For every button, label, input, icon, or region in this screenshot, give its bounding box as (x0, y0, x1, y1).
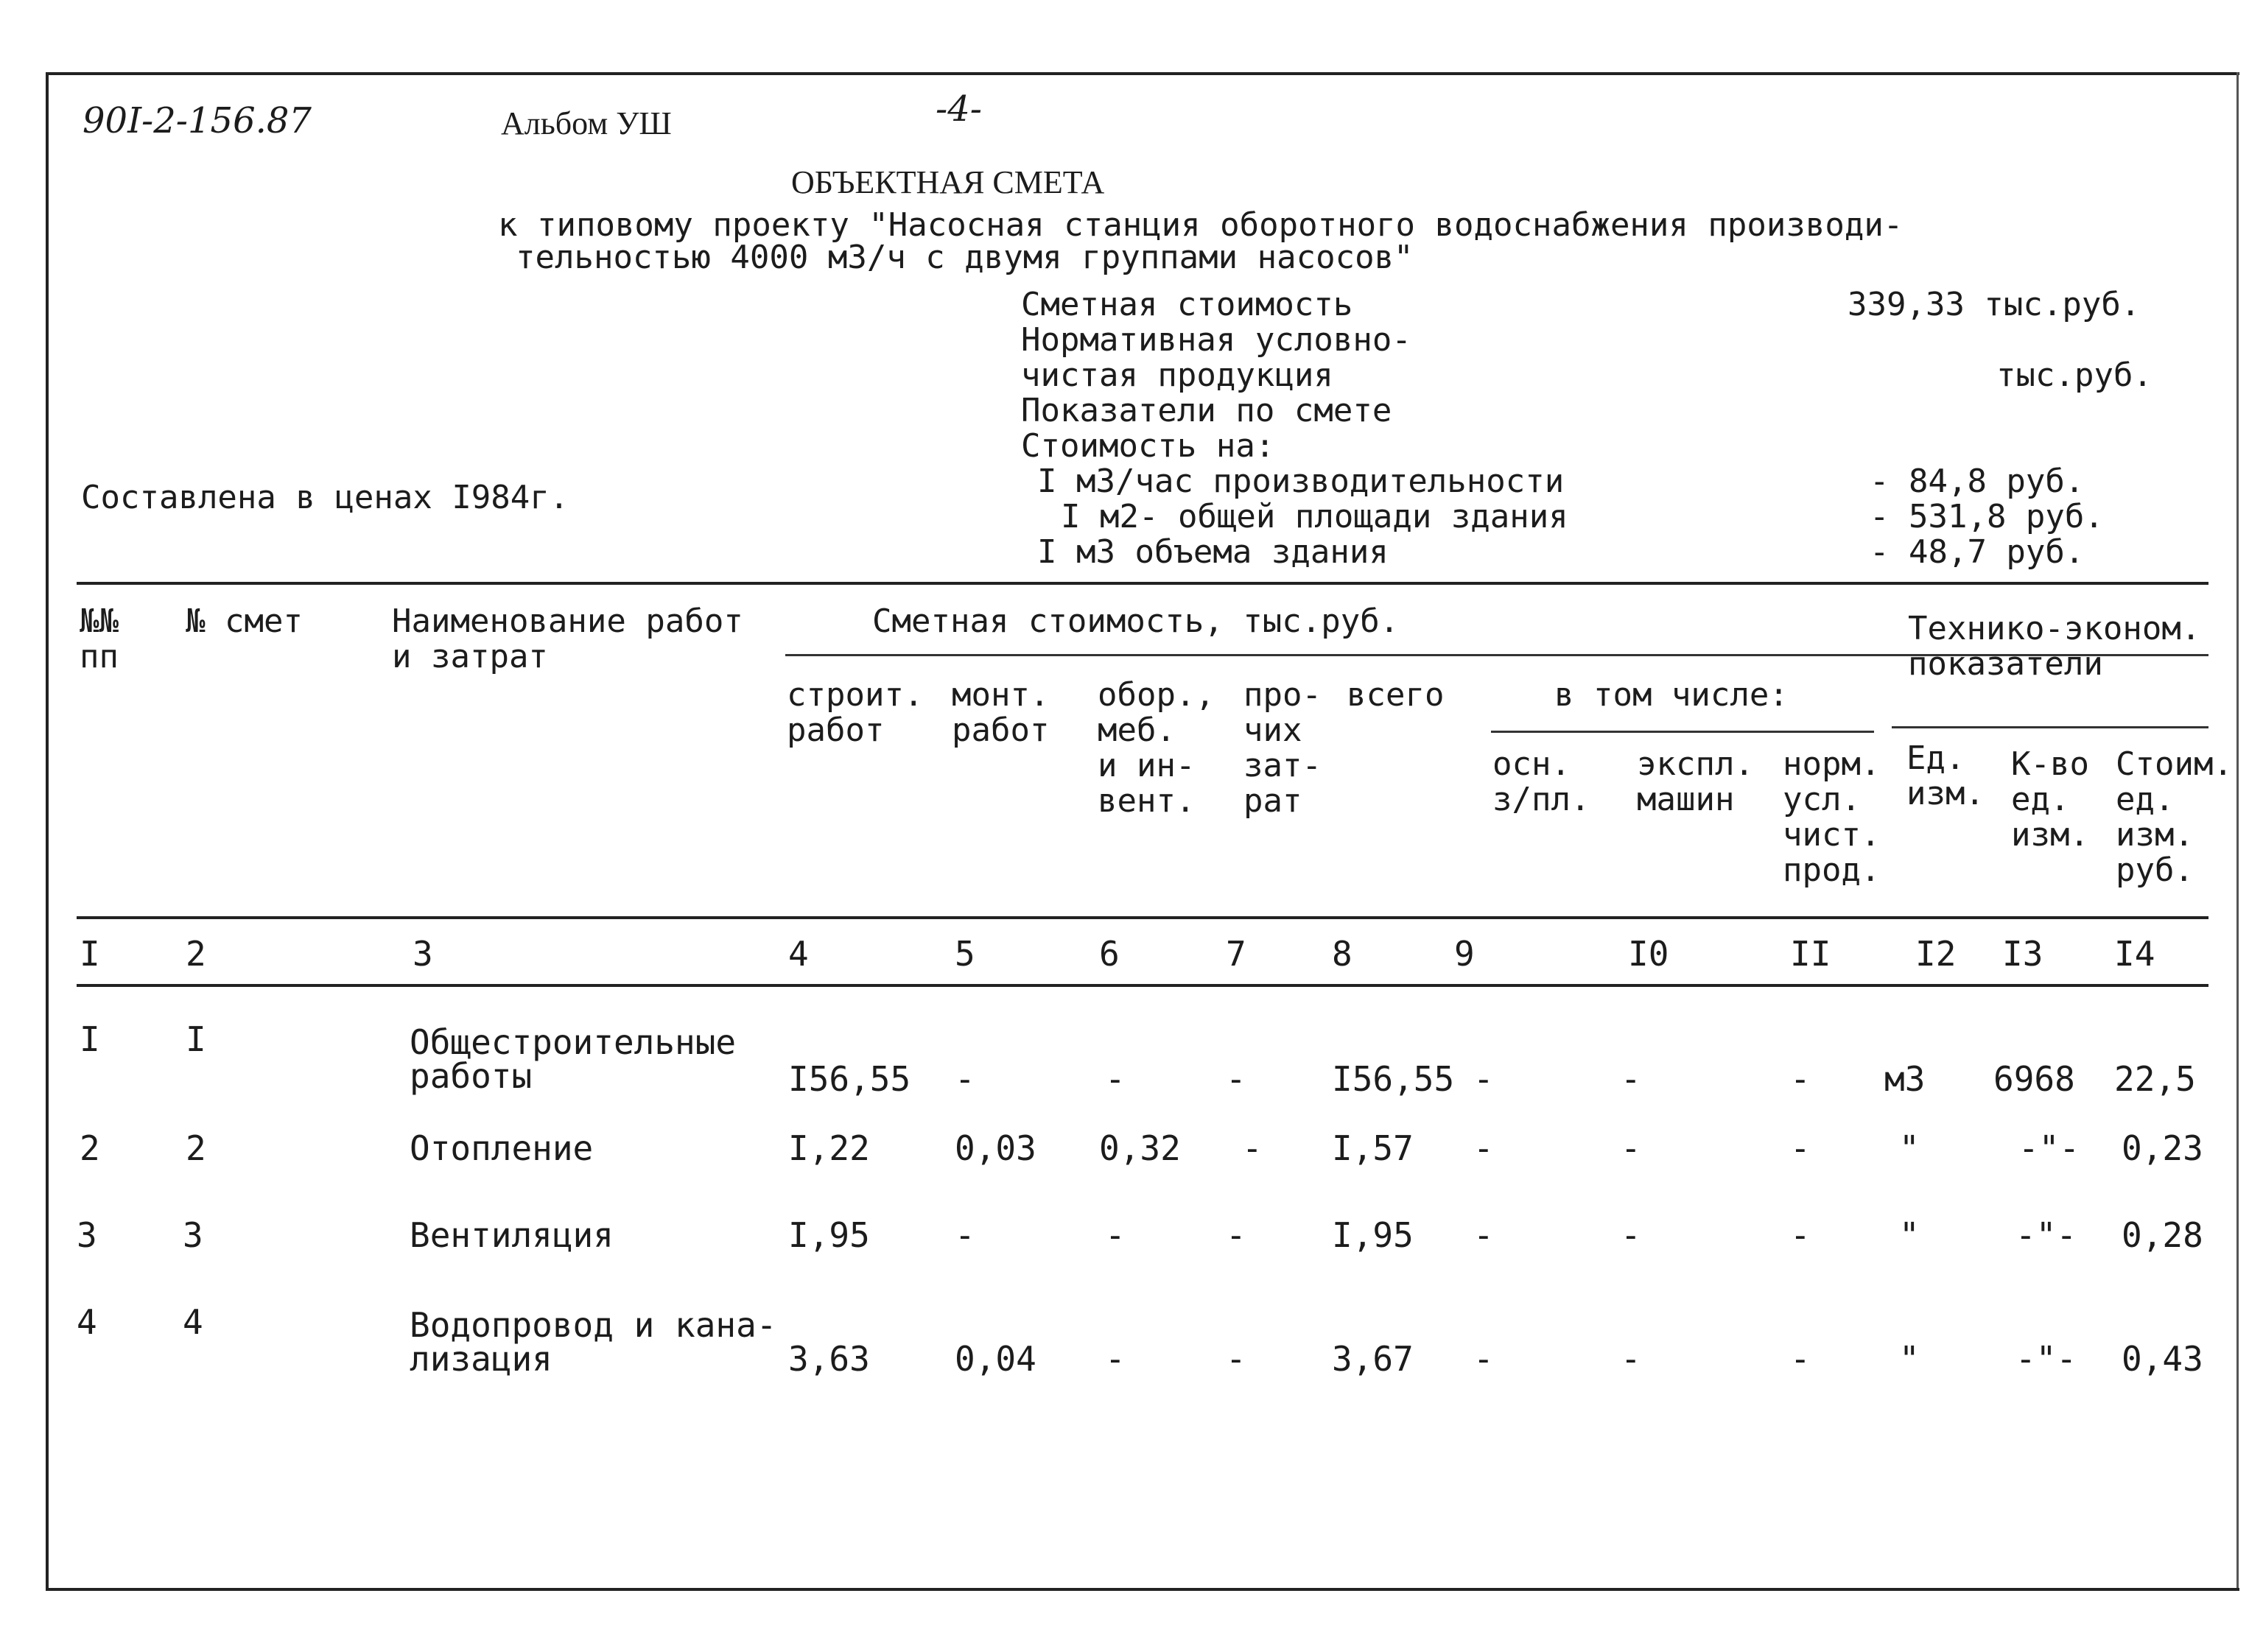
header-cost-group: Сметная стоимость, тыс.руб. (872, 602, 1400, 640)
table-top-rule (77, 582, 2208, 585)
row-construction: I,22 (788, 1128, 870, 1168)
row-installation: - (955, 1215, 975, 1255)
col-number-rule (77, 984, 2208, 987)
row-number: 4 (77, 1302, 97, 1342)
row-equipment: - (1105, 1215, 1126, 1255)
row-base-salary: - (1473, 1128, 1494, 1168)
row-estimate-number: I (186, 1019, 206, 1059)
row-total: I,95 (1332, 1215, 1414, 1255)
row-normative: - (1790, 1128, 1811, 1168)
header-row-number: №№ пп (80, 602, 119, 675)
header-normative-product: норм. усл. чист. прод. (1783, 745, 1881, 889)
row-base-salary: - (1473, 1339, 1494, 1379)
col-number-13: I3 (2002, 934, 2043, 974)
row-other: - (1226, 1215, 1246, 1255)
row-installation: 0,04 (955, 1339, 1036, 1379)
info-estimated-cost-value: 339,33 тыс.руб. (1848, 286, 2141, 323)
col-number-5: 5 (955, 934, 975, 974)
row-quantity: -"- (2015, 1339, 2077, 1379)
info-per-m3h-label: I м3/час производительности (1037, 463, 1565, 500)
col-number-9: 9 (1454, 934, 1475, 974)
row-construction: 3,63 (788, 1339, 870, 1379)
tech-group-rule-b (1892, 726, 2208, 728)
compiled-prices-note: Составлена в ценах I984г. (81, 479, 569, 516)
row-quantity: -"- (2018, 1128, 2080, 1168)
row-base-salary: - (1473, 1059, 1494, 1099)
row-machine: - (1621, 1339, 1641, 1379)
info-estimated-cost-label: Сметная стоимость (1021, 286, 1353, 323)
header-other-costs: про- чих зат- рат (1243, 676, 1322, 820)
row-estimate-number: 4 (183, 1302, 203, 1342)
row-unit: " (1899, 1128, 1920, 1168)
row-unit-cost: 0,23 (2122, 1128, 2203, 1168)
header-base-salary: осн. з/пл. (1492, 745, 1590, 818)
page-frame-left (46, 72, 49, 1591)
header-construction-work: строит. работ (787, 676, 924, 749)
row-name-line-2: Отопление (410, 1128, 594, 1168)
row-machine: - (1621, 1128, 1641, 1168)
info-per-m3-value: - 48,7 руб. (1870, 533, 2085, 571)
row-installation: 0,03 (955, 1128, 1036, 1168)
col-number-10: I0 (1628, 934, 1669, 974)
row-name-line-2: работы (410, 1056, 533, 1096)
header-tech-econ-group: Технико-эконом. показатели (1908, 610, 2201, 683)
header-equipment: обор., меб. и ин- вент. (1098, 676, 1215, 820)
header-including-group: в том числе: (1554, 676, 1789, 714)
row-name-line-1: Водопровод и кана- (410, 1305, 777, 1345)
info-cost-per-label: Стоимость на: (1021, 427, 1275, 465)
row-normative: - (1790, 1059, 1811, 1099)
row-total: 3,67 (1332, 1339, 1414, 1379)
info-normative-label-1: Нормативная условно- (1021, 321, 1411, 359)
col-number-6: 6 (1099, 934, 1120, 974)
row-quantity: 6968 (1993, 1059, 2075, 1099)
row-unit-cost: 0,43 (2122, 1339, 2203, 1379)
info-per-m3h-value: - 84,8 руб. (1870, 463, 2085, 500)
document-code: 90I-2-156.87 (83, 100, 312, 141)
row-unit: " (1899, 1215, 1920, 1255)
incl-group-rule (1491, 731, 1874, 733)
row-unit: " (1899, 1339, 1920, 1379)
row-quantity: -"- (2015, 1215, 2077, 1255)
row-other: - (1226, 1339, 1246, 1379)
row-total: I56,55 (1332, 1059, 1455, 1099)
col-number-4: 4 (788, 934, 809, 974)
header-work-name: Наименование работ и затрат (392, 602, 743, 675)
header-bottom-rule (77, 916, 2208, 919)
row-base-salary: - (1473, 1215, 1494, 1255)
row-total: I,57 (1332, 1128, 1414, 1168)
row-estimate-number: 3 (183, 1215, 203, 1255)
row-unit-cost: 22,5 (2114, 1059, 2196, 1099)
row-number: 2 (80, 1128, 100, 1168)
row-other: - (1226, 1059, 1246, 1099)
row-equipment: - (1105, 1059, 1126, 1099)
row-equipment: 0,32 (1099, 1128, 1181, 1168)
row-equipment: - (1105, 1339, 1126, 1379)
info-normative-label-2: чистая продукция (1021, 356, 1333, 394)
row-normative: - (1790, 1215, 1811, 1255)
page-frame-right (2236, 72, 2239, 1591)
info-normative-value: тыс.руб. (1996, 356, 2153, 394)
col-number-1: I (80, 934, 100, 974)
page-frame-bottom (46, 1588, 2239, 1591)
header-estimate-number: № смет (186, 602, 303, 640)
page-frame-top (46, 72, 2239, 75)
info-per-m2-label: I м2- общей площади здания (1061, 498, 1568, 535)
info-per-m3-label: I м3 объема здания (1037, 533, 1389, 571)
col-number-11: II (1790, 934, 1831, 974)
row-other: - (1242, 1128, 1263, 1168)
row-name-line-2: лизация (410, 1339, 552, 1379)
row-machine: - (1621, 1215, 1641, 1255)
header-installation-work: монт. работ (952, 676, 1050, 749)
col-number-14: I4 (2114, 934, 2155, 974)
row-unit: м3 (1884, 1059, 1926, 1099)
row-construction: I,95 (788, 1215, 870, 1255)
header-total: всего (1347, 676, 1445, 714)
row-number: 3 (77, 1215, 97, 1255)
row-number: I (80, 1019, 100, 1059)
header-unit: Ед. изм. (1906, 739, 1985, 812)
page-number: -4- (936, 88, 982, 130)
info-per-m2-value: - 531,8 руб. (1870, 498, 2104, 535)
header-unit-cost: Стоим. ед. изм. руб. (2116, 745, 2233, 889)
col-number-12: I2 (1915, 934, 1957, 974)
info-indicators-label: Показатели по смете (1021, 392, 1392, 429)
row-normative: - (1790, 1339, 1811, 1379)
subtitle-line-1: к типовому проекту "Насосная станция оборотного водоснабжения производи- (498, 206, 1904, 244)
row-installation: - (955, 1059, 975, 1099)
row-machine: - (1621, 1059, 1641, 1099)
col-number-7: 7 (1226, 934, 1246, 974)
col-number-8: 8 (1332, 934, 1352, 974)
row-name-line-2: Вентиляция (410, 1215, 614, 1255)
row-unit-cost: 0,28 (2122, 1215, 2203, 1255)
document-title: ОБЪЕКТНАЯ СМЕТА (791, 164, 1105, 200)
album-label: Альбом УШ (501, 105, 672, 141)
col-number-3: 3 (413, 934, 433, 974)
cost-group-rule (785, 654, 1892, 656)
header-unit-quantity: К-во ед. изм. (2011, 745, 2089, 854)
row-name-line-1: Общестроительные (410, 1022, 737, 1062)
col-number-2: 2 (186, 934, 206, 974)
row-construction: I56,55 (788, 1059, 911, 1099)
subtitle-line-2: тельностью 4000 м3/ч с двумя группами насосов" (516, 239, 1414, 276)
header-machine-operation: экспл. машин (1637, 745, 1754, 818)
row-estimate-number: 2 (186, 1128, 206, 1168)
